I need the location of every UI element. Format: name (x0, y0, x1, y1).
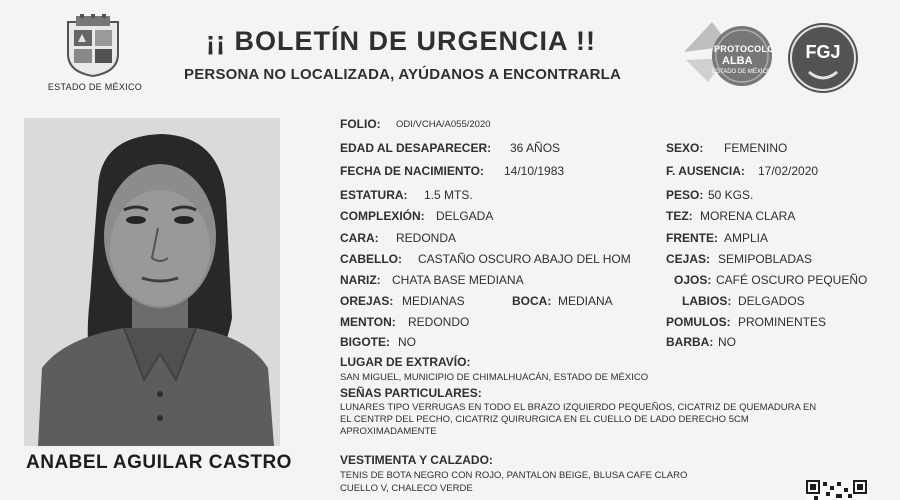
complexion-label: COMPLEXIÓN: (340, 209, 425, 223)
barba-value: NO (718, 335, 736, 349)
fgj-logo-text: FGJ (805, 42, 841, 62)
sexo-label: SEXO: (666, 141, 704, 155)
orejas-value: MEDIANAS (402, 294, 465, 308)
cejas-label: CEJAS: (666, 252, 711, 266)
menton-value: REDONDO (408, 315, 470, 329)
pomulos-label: POMULOS: (666, 315, 731, 329)
folio-label: FOLIO: (340, 117, 381, 131)
bigote-value: NO (398, 335, 416, 349)
missing-person-photo (24, 118, 280, 446)
frente-label: FRENTE: (666, 231, 718, 245)
boca-value: MEDIANA (558, 294, 613, 308)
bulletin-subtitle: PERSONA NO LOCALIZADA, AYÚDANOS A ENCONTRARLA (184, 66, 622, 83)
complexion-value: DELGADA (436, 209, 494, 223)
lugar-value: SAN MIGUEL, MUNICIPIO DE CHIMALHUACÁN, ESTADO DE MÉXICO (340, 372, 649, 383)
folio-value: ODI/VCHA/A055/2020 (396, 119, 491, 130)
senas-label: SEÑAS PARTICULARES: (340, 386, 482, 400)
ausencia-value: 17/02/2020 (758, 164, 819, 178)
vestimenta-line2: CUELLO V, CHALECO VERDE (340, 483, 473, 494)
person-name: ANABEL AGUILAR CASTRO (26, 452, 292, 473)
senas-line3: APROXIMADAMENTE (340, 426, 437, 437)
person-portrait-icon (24, 118, 280, 446)
estado-de-mexico-crest-icon (62, 14, 124, 78)
frente-value: AMPLIA (724, 231, 769, 245)
nariz-value: CHATA BASE MEDIANA (392, 273, 524, 287)
bulletin-title: ¡¡ BOLETÍN DE URGENCIA !! (206, 26, 596, 56)
alba-logo-line1: PROTOCOLO (714, 44, 775, 54)
pomulos-value: PROMINENTES (738, 315, 827, 329)
estatura-value: 1.5 MTS. (424, 188, 473, 202)
qr-code-icon (806, 480, 868, 500)
menton-label: MENTON: (340, 315, 396, 329)
vestimenta-label: VESTIMENTA Y CALZADO: (340, 453, 493, 467)
tez-value: MORENA CLARA (700, 209, 796, 223)
edad-label: EDAD AL DESAPARECER: (340, 141, 492, 155)
cara-value: REDONDA (396, 231, 457, 245)
nariz-label: NARIZ: (340, 273, 381, 287)
labios-value: DELGADOS (738, 294, 805, 308)
senas-line1: LUNARES TIPO VERRUGAS EN TODO EL BRAZO IZQUIERDO PEQUEÑOS, CICATRIZ DE QUEMADURA EN (340, 402, 817, 413)
edad-value: 36 AÑOS (510, 141, 561, 155)
crest-label: ESTADO DE MÉXICO (47, 82, 143, 92)
ojos-label: OJOS: (674, 273, 712, 287)
sexo-value: FEMENINO (724, 141, 788, 155)
estatura-label: ESTATURA: (340, 188, 408, 202)
nacimiento-label: FECHA DE NACIMIENTO: (340, 164, 484, 178)
alba-logo-line3: ESTADO DE MÉXICO (712, 69, 772, 75)
barba-label: BARBA: (666, 335, 714, 349)
cabello-value: CASTAÑO OSCURO ABAJO DEL HOM (418, 252, 631, 266)
nacimiento-value: 14/10/1983 (504, 164, 565, 178)
labios-label: LABIOS: (682, 294, 732, 308)
cejas-value: SEMIPOBLADAS (718, 252, 813, 266)
senas-line2: EL CENTRP DEL PECHO, CICATRIZ QUIRURGICA EN EL CUELLO DE LADO DERECHO 5CM (340, 414, 749, 425)
ojos-value: CAFÉ OSCURO PEQUEÑO (716, 273, 868, 287)
ausencia-label: F. AUSENCIA: (666, 164, 745, 178)
alba-logo-line2: ALBA (722, 55, 753, 67)
cabello-label: CABELLO: (340, 252, 402, 266)
lugar-label: LUGAR DE EXTRAVÍO: (340, 355, 471, 369)
tez-label: TEZ: (666, 209, 693, 223)
boca-label: BOCA: (512, 294, 552, 308)
peso-value: 50 KGS. (708, 188, 754, 202)
vestimenta-line1: TENIS DE BOTA NEGRO CON ROJO, PANTALON BEIGE, BLUSA CAFE CLARO (340, 470, 688, 481)
peso-label: PESO: (666, 188, 704, 202)
cara-label: CARA: (340, 231, 379, 245)
bigote-label: BIGOTE: (340, 335, 390, 349)
orejas-label: OREJAS: (340, 294, 394, 308)
